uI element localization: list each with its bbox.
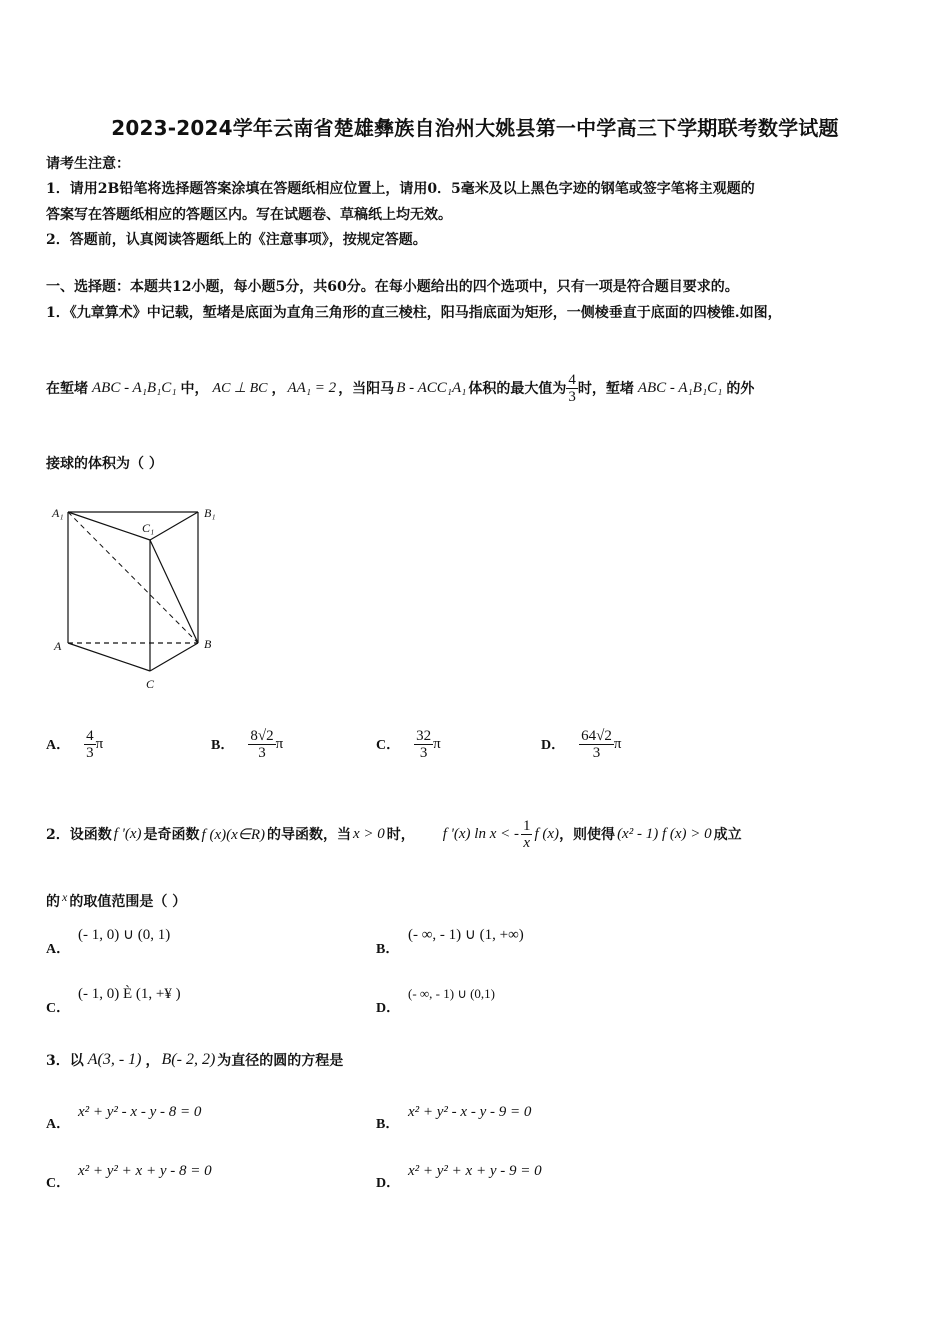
q2-text-range: 的取值范围是（ ） (69, 894, 187, 910)
q2-option-a-label: A． (46, 942, 71, 957)
label-c: C (146, 677, 155, 691)
q1-option-d-pi: π (613, 735, 622, 752)
q1-text-comma: ， (271, 381, 286, 397)
q1-option-b-pi: π (275, 735, 284, 752)
q3-option-a-text: x² + y² - x - y - 8 = 0 (78, 1104, 202, 1120)
edge-a1-c1 (68, 512, 150, 540)
q1-option-b-label: B． (211, 738, 235, 753)
q1-line-1: 1．《九章算术》中记载，堑堵是底面为直角三角形的直三棱柱，阳马指底面为矩形，一侧棱垂直于底面的四棱锥.如图， (46, 305, 782, 321)
q3-option-c-text: x² + y² + x + y - 8 = 0 (78, 1163, 212, 1179)
q1-fraction (566, 372, 578, 405)
q3-option-d[interactable] (376, 1160, 542, 1192)
q2-option-d[interactable] (376, 983, 495, 1017)
q3-option-b-text: x² + y² - x - y - 9 = 0 (408, 1104, 532, 1120)
q2-text-de: 的 (46, 894, 60, 910)
prism-figure (46, 498, 236, 696)
q3-math-a: A(3, - 1) (87, 1051, 142, 1068)
q2-math-ineq-right: f (x) (534, 825, 560, 842)
label-b1: B₁ (204, 506, 216, 520)
q1-option-c-den: 3 (414, 744, 433, 761)
notice-line-3: 2．答题前，认真阅读答题纸上的《注意事项》，按规定答题。 (46, 232, 427, 248)
q1-option-c-pi: π (433, 735, 441, 752)
edge-c1-b1 (150, 512, 198, 540)
q1-text-shi: 时，堑堵 (577, 381, 634, 397)
q2-text-start: 2．设函数 (46, 827, 112, 843)
q2-option-c[interactable] (46, 983, 181, 1017)
label-b: B (204, 637, 212, 651)
q1-option-d-num: 64√2 (581, 727, 612, 744)
q2-math-fprime: f '(x) (113, 825, 142, 842)
q3-line-1 (46, 1046, 343, 1074)
q2-line-1 (46, 804, 742, 864)
q2-math-fx: f (x)(x∈R) (201, 826, 265, 843)
edge-a1-b-hidden (68, 512, 198, 643)
q1-option-d-label: D． (541, 738, 566, 753)
q2-text-odd: 是奇函数 (143, 827, 200, 843)
q1-line-2 (46, 366, 754, 410)
q3-text-start: 3．以 (46, 1053, 84, 1069)
q1-math-prism: ABC - A₁B₁C₁ (92, 379, 177, 396)
q1-option-c-label: C． (376, 738, 401, 753)
q3-option-d-text: x² + y² + x + y - 9 = 0 (408, 1163, 542, 1179)
edge-a-c (68, 643, 150, 671)
q2-option-b-label: B． (376, 942, 400, 957)
label-a1: A₁ (52, 506, 64, 520)
q1-option-a-num: 4 (86, 727, 94, 744)
q2-math-cond: (x² - 1) f (x) > 0 (617, 825, 712, 842)
q2-math-x: x (62, 890, 68, 904)
page-title: 2023-2024学年云南省楚雄彝族自治州大姚县第一中学高三下学期联考数学试题 (111, 116, 839, 140)
q3-option-c-label: C． (46, 1176, 71, 1191)
q3-option-b-label: B． (376, 1117, 400, 1132)
q1-text-vol: 体积的最大值为 (468, 381, 567, 397)
q1-math-perp: AC ⊥ BC (212, 380, 268, 396)
q2-option-d-label: D． (376, 1001, 401, 1016)
q3-option-d-label: D． (376, 1176, 401, 1191)
q1-line-3: 接球的体积为（ ） (46, 456, 163, 472)
q1-option-c[interactable] (376, 722, 441, 766)
q1-option-a[interactable] (46, 722, 103, 766)
edge-c1-b (150, 540, 198, 643)
q1-math-prism-2: ABC - A₁B₁C₁ (637, 379, 723, 396)
q1-text-dang: ，当阳马 (338, 381, 395, 397)
q3-text-comma: ， (145, 1053, 160, 1069)
q2-math-ineq-den: x (521, 834, 533, 851)
q2-math-ineq-num: 1 (522, 817, 531, 834)
q3-option-a[interactable] (46, 1101, 201, 1133)
q1-fraction-den: 3 (568, 388, 576, 405)
q2-option-b-text: (- ∞, - 1) ∪ (1, +∞) (408, 927, 524, 943)
q1-fraction-num: 4 (568, 371, 576, 388)
edge-c-b (150, 643, 198, 671)
q1-text-zai: 在堑堵 (46, 381, 88, 397)
notice-line-2: 答案写在答题纸相应的答题区内。写在试题卷、草稿纸上均无效。 (46, 207, 452, 223)
notice-line-1: 1．请用2B铅笔将选择题答案涂填在答题纸相应位置上，请用0．5毫米及以上黑色字迹的钢笔或签字笔将主观题的 (46, 181, 755, 197)
q3-option-a-label: A． (46, 1117, 71, 1132)
q2-option-d-text: (- ∞, - 1) ∪ (0,1) (408, 986, 496, 1001)
q1-option-a-den: 3 (86, 744, 94, 761)
q2-option-c-label: C． (46, 1001, 71, 1016)
q2-text-cheng: 成立 (713, 827, 742, 843)
q1-math-pyramid: B - ACC₁A₁ (396, 379, 467, 396)
section-heading: 一、选择题：本题共12小题，每小题5分，共60分。在每小题给出的四个选项中，只有一项是符合题目要求的。 (46, 279, 739, 295)
q2-option-a-text: (- 1, 0) ∪ (0, 1) (78, 927, 171, 943)
q1-option-c-frac (414, 728, 433, 761)
q2-math-xgt0: x > 0 (352, 825, 385, 842)
q1-text-wai: 的外 (726, 381, 755, 397)
q1-option-d-den: 3 (579, 744, 614, 761)
q1-option-a-frac (84, 728, 96, 761)
q1-option-a-label: A． (46, 738, 71, 753)
q1-option-b-frac (248, 728, 275, 761)
q2-text-deriv: 的导函数，当 (266, 827, 351, 843)
q2-option-c-text: (- 1, 0) È (1, +¥ ) (78, 986, 181, 1002)
q1-math-aa1: AA₁ = 2 (287, 379, 337, 396)
q1-option-b-den: 3 (248, 744, 275, 761)
q2-text-shi: 时， (386, 827, 415, 843)
q3-option-b[interactable] (376, 1101, 531, 1133)
q3-text-end: 为直径的圆的方程是 (217, 1053, 344, 1069)
q1-text-zhong: 中， (180, 381, 209, 397)
q1-option-b[interactable] (211, 722, 283, 766)
q2-text-ze: ，则使得 (559, 827, 616, 843)
q2-option-b[interactable] (376, 924, 524, 958)
q1-option-b-num: 8√2 (250, 727, 274, 744)
q1-option-d[interactable] (541, 722, 621, 766)
q1-option-d-frac (579, 728, 614, 761)
label-a: A (54, 639, 62, 653)
q3-math-b: B(- 2, 2) (161, 1051, 216, 1068)
q1-option-c-num: 32 (416, 727, 432, 744)
q2-option-a[interactable] (46, 924, 170, 958)
label-c1: C₁ (142, 521, 155, 535)
q2-line-2 (46, 890, 186, 911)
q1-option-a-pi: π (95, 735, 104, 752)
q2-math-ineq-frac (521, 818, 533, 851)
q2-math-ineq-left: f '(x) ln x < - (442, 825, 519, 842)
q3-option-c[interactable] (46, 1160, 212, 1192)
notice-heading: 请考生注意： (46, 156, 130, 172)
